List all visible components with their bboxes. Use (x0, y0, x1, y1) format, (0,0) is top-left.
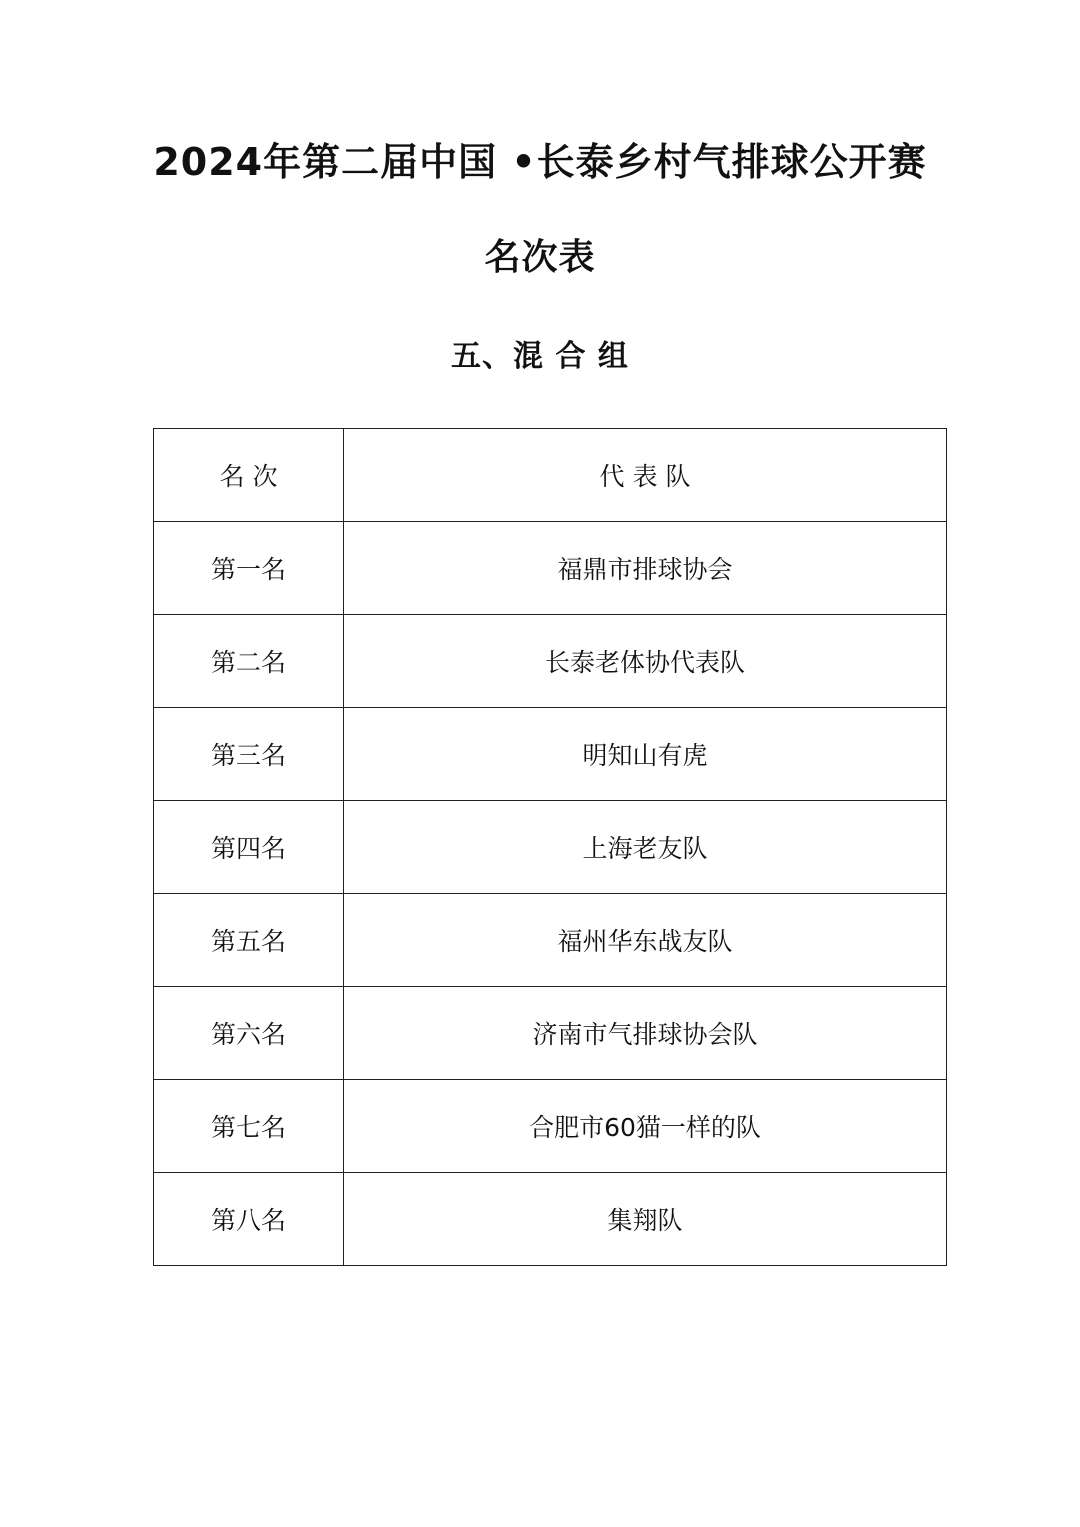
table-row (154, 615, 947, 708)
team-cell: 济南市气排球协会队 (344, 987, 947, 1080)
ranking-table (153, 428, 947, 1266)
rank-cell: 第八名 (154, 1173, 344, 1266)
team-cell: 长泰老体协代表队 (344, 615, 947, 708)
table-row (154, 1173, 947, 1266)
rank-cell: 第四名 (154, 801, 344, 894)
rank-cell: 第五名 (154, 894, 344, 987)
header-rank: 名 次 (154, 429, 344, 522)
rank-cell: 第七名 (154, 1080, 344, 1173)
header-team: 代 表 队 (344, 429, 947, 522)
team-cell: 明知山有虎 (344, 708, 947, 801)
document-subtitle: 名次表 (484, 237, 596, 278)
team-cell: 福州华东战友队 (344, 894, 947, 987)
rank-cell: 第六名 (154, 987, 344, 1080)
table-row (154, 522, 947, 615)
team-cell: 福鼎市排球协会 (344, 522, 947, 615)
team-cell: 上海老友队 (344, 801, 947, 894)
rank-cell: 第一名 (154, 522, 344, 615)
rank-cell: 第二名 (154, 615, 344, 708)
team-cell: 集翔队 (344, 1173, 947, 1266)
table-row (154, 987, 947, 1080)
team-cell: 合肥市60猫一样的队 (344, 1080, 947, 1173)
table-row (154, 894, 947, 987)
rank-cell: 第三名 (154, 708, 344, 801)
table-header-row (154, 429, 947, 522)
table-row (154, 708, 947, 801)
document-title: 2024年第二届中国 •长泰乡村气排球公开赛 (153, 140, 927, 184)
table-row (154, 801, 947, 894)
section-heading: 五、混 合 组 (451, 339, 629, 374)
table-row (154, 1080, 947, 1173)
